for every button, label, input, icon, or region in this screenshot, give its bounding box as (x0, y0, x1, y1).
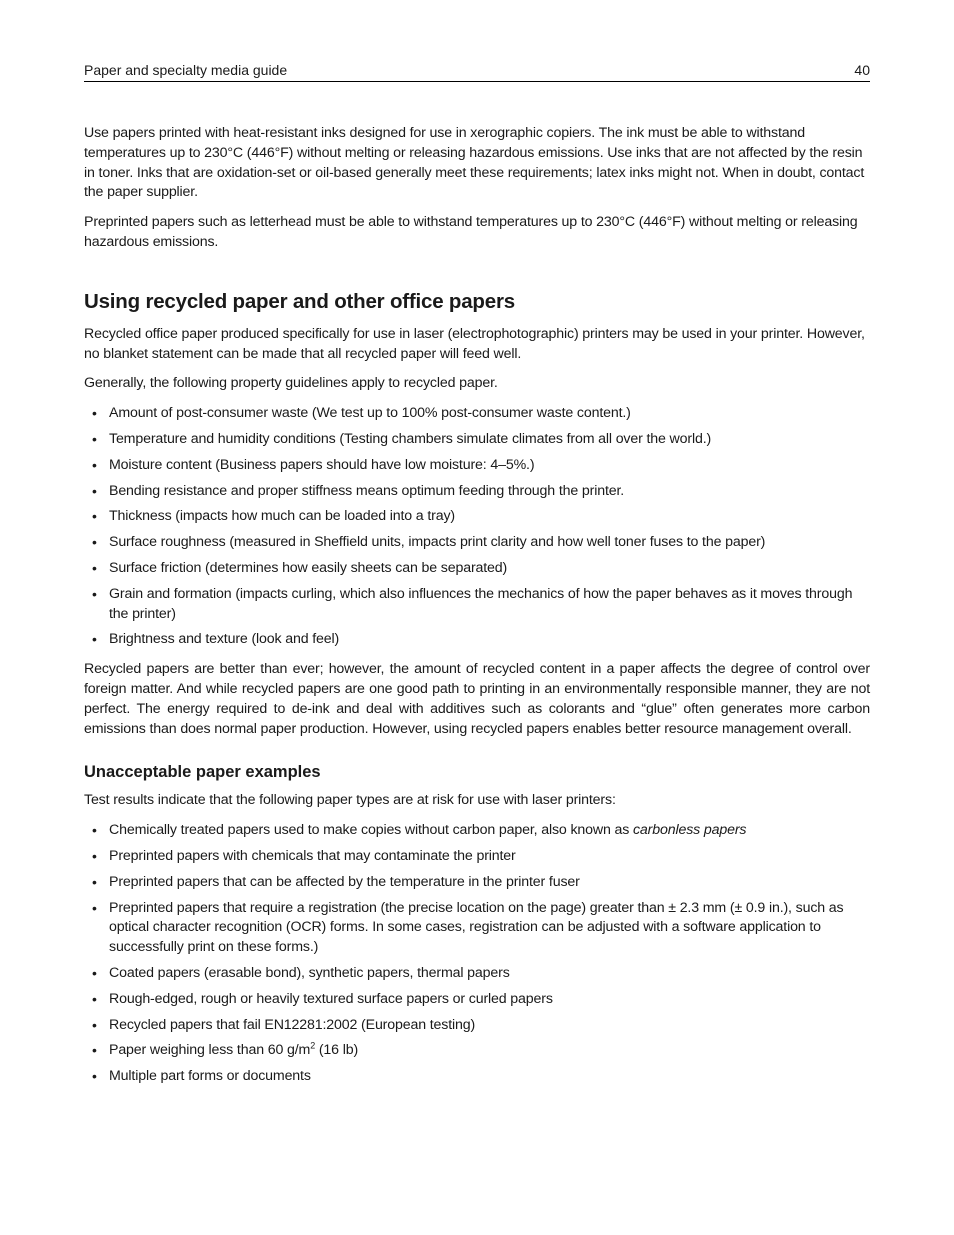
list-item: • Preprinted papers with chemicals that may contaminate the printer (84, 847, 870, 867)
superscript-two: 2 (310, 1040, 316, 1051)
bullet-icon: • (92, 482, 97, 499)
bullet-icon: • (92, 534, 97, 551)
page-number: 40 (854, 62, 870, 78)
header-title: Paper and specialty media guide (84, 62, 288, 78)
list-item: • Rough-edged, rough or heavily textured surface papers or curled papers (84, 990, 870, 1010)
unacceptable-paper-list (84, 821, 870, 1087)
list-item: • Thickness (impacts how much can be loaded into a tray) (84, 507, 870, 527)
list-item: • Preprinted papers that can be affected by the temperature in the printer fuser (84, 873, 870, 893)
bullet-icon: • (92, 631, 97, 648)
recycled-paragraph-2: Generally, the following property guidelines apply to recycled paper. (84, 375, 498, 392)
bullet-icon: • (92, 990, 97, 1007)
bullet-icon: • (92, 822, 97, 839)
list-item: • Grain and formation (impacts curling, which also influences the mechanics of how the paper behaves as it moves through the printer) (92, 585, 853, 622)
bullet-icon: • (92, 430, 97, 447)
bullet-icon: • (92, 847, 97, 864)
bullet-icon: • (92, 585, 97, 602)
carbonless-papers-term: carbonless papers (632, 822, 747, 839)
bullet-icon: • (92, 456, 97, 473)
list-item: • Preprinted papers that require a registration (the precise location on the page) greater than ± 2.3 mm (± 0.9 in.), such as optical character recognition (OCR) forms. In some cases, registration can be adjusted with a software application to successfully print on these forms.) (92, 899, 844, 956)
bullet-icon: • (92, 1068, 97, 1085)
list-item: • Paper weighing less than 60 $g/m^2$ (16 lb) (84, 1041, 870, 1061)
list-item: • Chemically treated papers used to make copies without carbon paper, also known as carbonless papers (84, 821, 870, 841)
list-item: • Coated papers (erasable bond), synthetic papers, thermal papers (84, 964, 870, 984)
bullet-icon: • (92, 559, 97, 576)
bullet-icon: • (92, 964, 97, 981)
list-item: • Surface roughness (measured in Sheffield units, impacts print clarity and how well toner fuses to the paper) (84, 533, 870, 553)
intro-paragraph-1: Use papers printed with heat-resistant inks designed for use in xerographic copiers. The ink must be able to withstand temperatures up to 230°C (446°F) without melting or releasing hazardous emissions. Use inks that are not affected by the resin in toner. Inks that are oxidation-set or oil-based generally meet these requirements; latex inks might not. When in doubt, contact the paper supplier. (84, 125, 865, 201)
recycled-paragraph-1: Recycled office paper produced specifically for use in laser (electrophotographic) printers may be used in your printer. However, no blanket statement can be made that all recycled paper will feed well. (84, 325, 865, 362)
bullet-icon: • (92, 873, 97, 890)
list-item: • Bending resistance and proper stiffness means optimum feeding through the printer. (84, 482, 870, 502)
section-heading-unacceptable-paper: Unacceptable paper examples (84, 763, 321, 782)
bullet-icon: • (92, 1016, 97, 1033)
bullet-icon: • (92, 899, 97, 916)
recycled-paragraph-3: Recycled papers are better than ever; however, the amount of recycled content in a paper affects the degree of control over foreign matter. And while recycled papers are one good path to printing in an environmentally responsible manner, they are not perfect. The energy required to de-ink and deal with additives such as colorants and “glue” often generates more carbon emissions than does normal paper production. However, using recycled papers enables better resource management overall. (84, 661, 870, 737)
list-item: • Temperature and humidity conditions (Testing chambers simulate climates from all over the world.) (84, 430, 870, 450)
bullet-icon: • (92, 508, 97, 525)
section-heading-recycled-paper: Using recycled paper and other office papers (84, 289, 515, 313)
page-header (84, 60, 870, 82)
list-item: • Brightness and texture (look and feel) (84, 630, 870, 650)
list-item: • Moisture content (Business papers should have low moisture: 4–5%.) (84, 456, 870, 476)
list-item: • Recycled papers that fail EN12281:2002 (European testing) (84, 1016, 870, 1036)
list-item: • Multiple part forms or documents (84, 1067, 870, 1087)
list-item: • Surface friction (determines how easily sheets can be separated) (84, 559, 870, 579)
page-content (84, 124, 870, 1097)
unacceptable-intro-paragraph: Test results indicate that the following paper types are at risk for use with laser printers: (84, 792, 616, 809)
list-item: • Amount of post-consumer waste (We test up to 100% post-consumer waste content.) (84, 404, 870, 424)
recycled-guidelines-list (84, 404, 870, 650)
intro-paragraph-2: Preprinted papers such as letterhead must be able to withstand temperatures up to 230°C (446°F) without melting or releasing hazardous emissions. (84, 214, 858, 250)
bullet-icon: • (92, 1042, 97, 1059)
bullet-icon: • (92, 405, 97, 422)
